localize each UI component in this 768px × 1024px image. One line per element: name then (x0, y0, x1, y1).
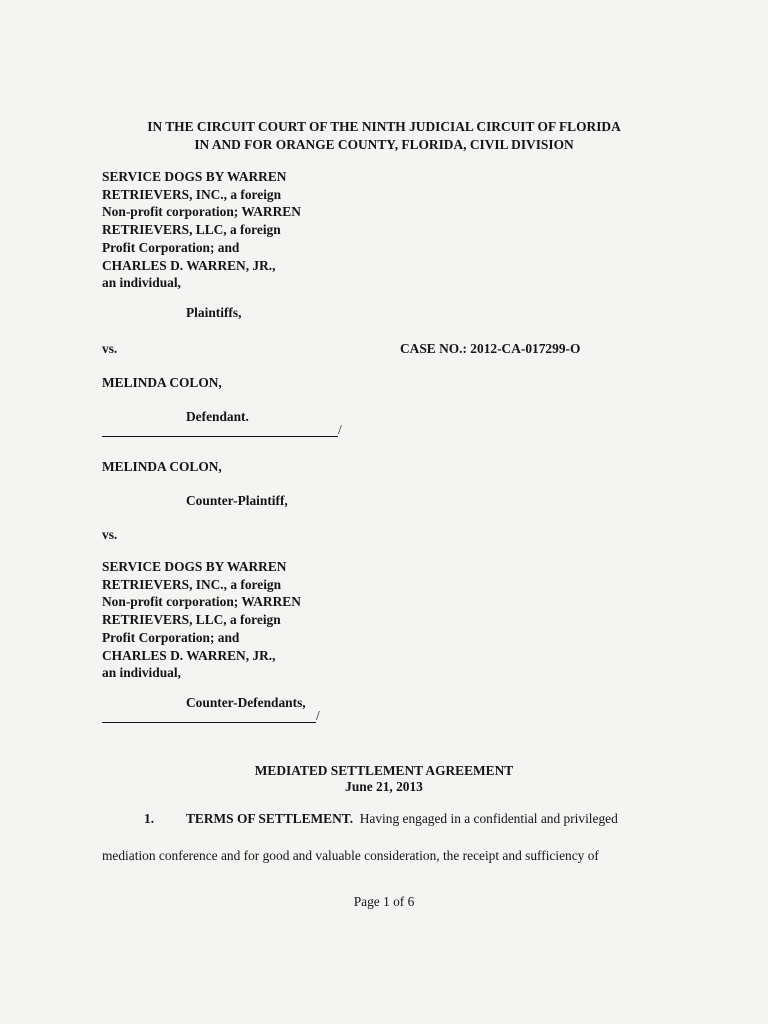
counter-defendants-line: Profit Corporation; and (102, 629, 240, 645)
caption-slash: / (316, 708, 320, 723)
caption-rule (102, 722, 316, 723)
court-heading-line2: IN AND FOR ORANGE COUNTY, FLORIDA, CIVIL DIVISION (194, 137, 574, 152)
plaintiffs-line: Non-profit corporation; WARREN (102, 204, 301, 220)
counter-defendants-line: RETRIEVERS, INC., a foreign (102, 576, 282, 592)
section-1-number (144, 811, 154, 827)
plaintiffs-line: SERVICE DOGS BY WARREN (102, 169, 287, 184)
counter-defendants-line: CHARLES D. WARREN, JR., (102, 647, 276, 663)
caption-slash: / (338, 422, 342, 437)
defendant-name: MELINDA COLON, (102, 375, 222, 390)
defendant-role: Defendant. (186, 409, 249, 424)
page-number: Page 1 of 6 (353, 894, 415, 909)
plaintiffs-line: an individual, (102, 275, 181, 291)
plaintiffs-role: Plaintiffs, (186, 305, 242, 320)
counter-defendants-line: Non-profit corporation; WARREN (102, 594, 301, 610)
agreement-date: June 21, 2013 (345, 779, 423, 794)
section-heading: TERMS OF SETTLEMENT. (186, 811, 354, 826)
counter-plaintiff-name: MELINDA COLON, (102, 459, 222, 474)
plaintiffs-line: CHARLES D. WARREN, JR., (102, 257, 276, 273)
section-1-first-line (186, 811, 618, 827)
court-heading-line1: IN THE CIRCUIT COURT OF THE NINTH JUDICIAL CIRCUIT OF FLORIDA (147, 119, 621, 134)
counter-defendants-line: SERVICE DOGS BY WARREN (102, 559, 287, 574)
counter-defendants-line: an individual, (102, 665, 181, 681)
counter-defendants-block (102, 558, 301, 682)
section-1-second-line: mediation conference and for good and valuable consideration, the receipt and sufficiency of (102, 848, 599, 863)
agreement-title: MEDIATED SETTLEMENT AGREEMENT (254, 763, 514, 778)
plaintiffs-block (102, 168, 301, 292)
counter-defendants-line: RETRIEVERS, LLC, a foreign (102, 612, 281, 628)
plaintiffs-line: RETRIEVERS, INC., a foreign (102, 186, 282, 202)
case-number: CASE NO.: 2012-CA-017299-O (400, 341, 581, 356)
versus-label: vs. (102, 527, 118, 542)
plaintiffs-line: RETRIEVERS, LLC, a foreign (102, 222, 281, 238)
counter-defendants-role: Counter-Defendants, (186, 695, 306, 710)
caption-rule (102, 436, 338, 437)
section-number: 1. (144, 811, 155, 826)
section-text: Having engaged in a confidential and privileged (359, 811, 618, 826)
plaintiffs-line: Profit Corporation; and (102, 239, 240, 255)
counter-plaintiff-role: Counter-Plaintiff, (186, 493, 288, 508)
versus-label: vs. (102, 341, 118, 356)
